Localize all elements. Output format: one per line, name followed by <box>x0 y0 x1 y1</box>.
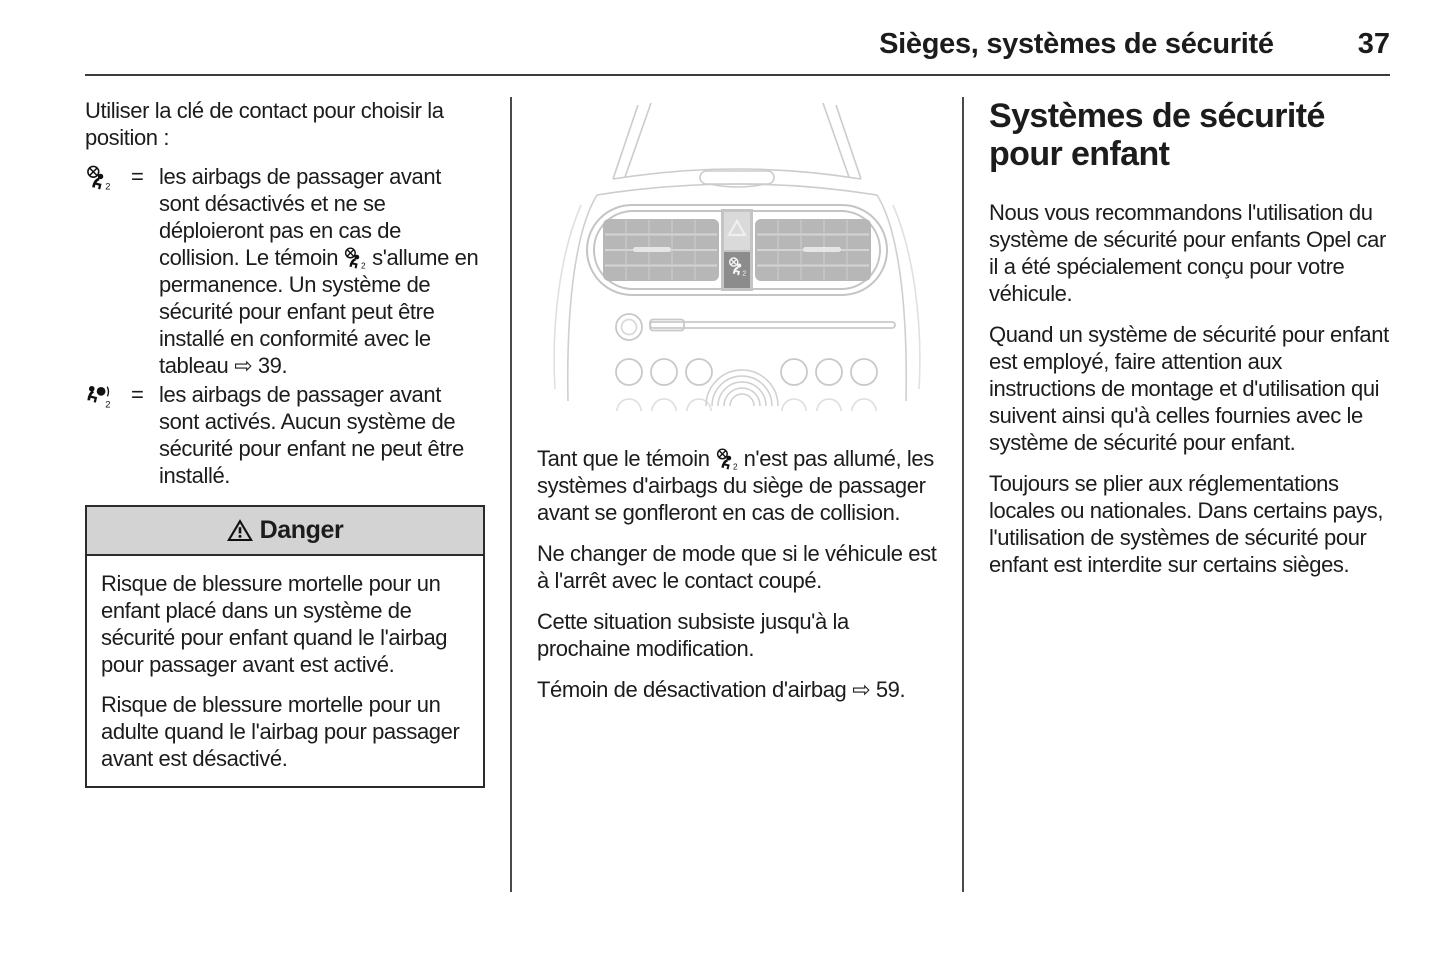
center-console-airbag-indicator-illustration <box>537 99 937 435</box>
airbag-mode-definition-list <box>85 163 485 489</box>
svg-text:2: 2 <box>742 270 746 278</box>
body-paragraph: Cette situation subsiste jusqu'à la prochaine modification. <box>537 609 849 661</box>
radio-button <box>686 359 712 385</box>
page-header <box>85 28 1390 61</box>
body-paragraph: Tant que le témoin 2 n'est pas allumé, les systèmes d'airbags du siège de passager avant se gonfleront en cas de collision. <box>537 446 934 525</box>
header-rule <box>85 74 1390 76</box>
radio-controls <box>616 314 895 411</box>
radio-button <box>816 359 842 385</box>
airbag-disabled-indicator-icon <box>715 448 739 470</box>
equals-sign: = <box>131 164 144 189</box>
faded-button-row <box>617 399 876 411</box>
body-paragraph: Nous vous recommandons l'utilisation du système de sécurité pour enfants Opel car il a été spécialement conçu pour votre véhicule. <box>989 200 1386 306</box>
intro-paragraph: Utiliser la clé de contact pour choisir la position : <box>85 98 444 150</box>
content-columns <box>85 97 1390 892</box>
airbag-enabled-indicator-icon <box>85 381 131 410</box>
windshield-pillars <box>597 103 877 195</box>
equals-sign: = <box>131 382 144 407</box>
definition-row-airbag-off <box>85 163 485 379</box>
radio-button <box>851 359 877 385</box>
center-display-panel <box>721 209 753 291</box>
airbag-disabled-indicator-icon <box>343 247 367 269</box>
airbag-disabled-indicator-icon <box>85 163 131 192</box>
radio-button <box>781 359 807 385</box>
column-divider <box>962 97 964 892</box>
page-number: 37 <box>1357 28 1390 60</box>
warning-triangle-icon <box>227 519 253 542</box>
danger-box-header <box>87 507 483 556</box>
chapter-title: Sièges, systèmes de sécurité <box>879 28 1274 60</box>
left-knob <box>616 314 642 340</box>
body-paragraph: Quand un système de sécurité pour enfant est employé, faire attention aux instructions de montage et d'utilisation qui suivent ainsi qu'à celles fournies avec le système de sécurité pour enfant. <box>989 322 1389 455</box>
svg-text:2: 2 <box>105 399 111 408</box>
body-paragraph: Ne changer de mode que si le véhicule est à l'arrêt avec le contact coupé. <box>537 541 937 593</box>
column-divider <box>510 97 512 892</box>
body-paragraph: Témoin de désactivation d'airbag ⇨ 59. <box>537 677 906 702</box>
danger-box-body <box>87 556 483 786</box>
svg-text:2: 2 <box>361 261 366 269</box>
danger-paragraph: Risque de blessure mortelle pour un adulte quand le l'airbag pour passager avant est désactivé. <box>101 692 460 771</box>
volume-knob-arcs <box>706 370 778 406</box>
middle-column <box>537 97 937 892</box>
right-column <box>989 97 1389 892</box>
left-column <box>85 97 485 892</box>
svg-text:2: 2 <box>732 462 737 470</box>
danger-title: Danger <box>259 516 344 544</box>
radio-button <box>616 359 642 385</box>
definition-text: les airbags de passager avant sont désactivés et ne se déploieront pas en cas de collision. Le témoin 2 s'allume en permanence. Un système de sécurité pour enfant peut être installé en conformité avec le tableau ⇨ 39. <box>159 164 479 378</box>
definition-row-airbag-on <box>85 381 485 489</box>
danger-warning-box <box>85 505 485 788</box>
body-paragraph: Toujours se plier aux réglementations locales ou nationales. Dans certains pays, l'utilisation de systèmes de sécurité pour enfant est interdite sur certains sièges. <box>989 471 1384 577</box>
definition-text: les airbags de passager avant sont activés. Aucun système de sécurité pour enfant ne peut être installé. <box>159 382 464 488</box>
airbag-off-display <box>724 252 750 288</box>
svg-text:2: 2 <box>105 181 111 190</box>
section-heading: Systèmes de sécurité pour enfant <box>989 97 1325 173</box>
radio-button <box>651 359 677 385</box>
danger-paragraph: Risque de blessure mortelle pour un enfant placé dans un système de sécurité pour enfant quand le l'airbag pour passager avant est activé. <box>101 571 448 677</box>
